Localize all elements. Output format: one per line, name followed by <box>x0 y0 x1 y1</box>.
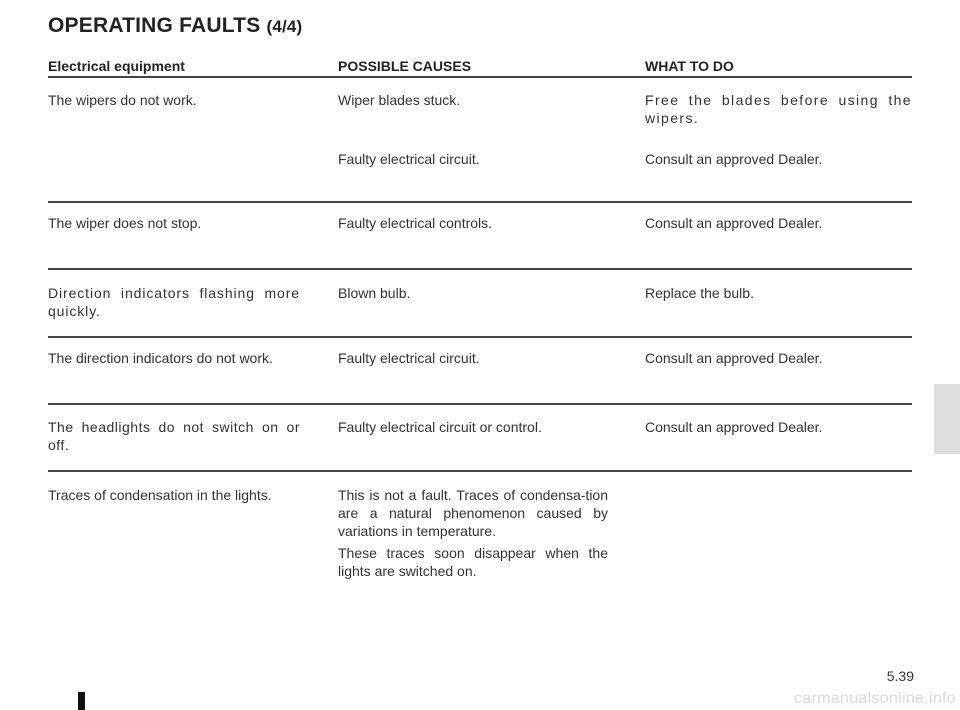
row-3-action: Replace the bulb. <box>645 285 754 301</box>
row-2-action: Consult an approved Dealer. <box>645 215 823 231</box>
page-title-part: (4/4) <box>266 17 303 36</box>
row-6-fault: Traces of condensation in the lights. <box>48 487 272 503</box>
row-2-cause: Faulty electrical controls. <box>338 215 493 231</box>
row-divider <box>48 268 912 270</box>
column-header-causes: POSSIBLE CAUSES <box>338 58 472 74</box>
header-divider <box>48 76 912 78</box>
crop-mark <box>78 692 85 710</box>
row-5-fault: The headlights do not switch on or off. <box>48 419 300 453</box>
row-4-action: Consult an approved Dealer. <box>645 350 823 366</box>
page-title-text: OPERATING FAULTS <box>48 14 261 37</box>
row-1-action-2: Consult an approved Dealer. <box>645 151 823 167</box>
row-1-cause-1: Wiper blades stuck. <box>338 92 461 108</box>
row-2-fault: The wiper does not stop. <box>48 215 202 231</box>
row-6-cause-2: These traces soon disappear when the lights are switched on. <box>338 545 608 579</box>
row-divider <box>48 201 912 203</box>
row-6-cause-1: This is not a fault. Traces of condensa-tion are a natural phenomenon caused by variations in temperature. <box>338 487 608 539</box>
section-thumb-tab <box>934 384 960 454</box>
page-number: 5.39 <box>886 668 914 684</box>
row-3-cause: Blown bulb. <box>338 285 411 301</box>
row-1-cause-2: Faulty electrical circuit. <box>338 151 480 167</box>
row-4-fault: The direction indicators do not work. <box>48 350 273 366</box>
row-5-cause: Faulty electrical circuit or control. <box>338 419 542 435</box>
row-4-cause: Faulty electrical circuit. <box>338 350 480 366</box>
row-1-fault: The wipers do not work. <box>48 92 197 108</box>
column-header-equipment: Electrical equipment <box>48 58 185 74</box>
page-title <box>48 14 302 38</box>
row-divider <box>48 336 912 338</box>
column-header-what-to-do: WHAT TO DO <box>645 58 734 74</box>
row-divider <box>48 470 912 472</box>
row-3-fault: Direction indicators flashing more quickly. <box>48 285 300 319</box>
row-1-action-1: Free the blades before using the wipers. <box>645 92 912 126</box>
row-divider <box>48 403 912 405</box>
watermark: carmanualsonline.info <box>794 690 956 707</box>
row-5-action: Consult an approved Dealer. <box>645 419 823 435</box>
